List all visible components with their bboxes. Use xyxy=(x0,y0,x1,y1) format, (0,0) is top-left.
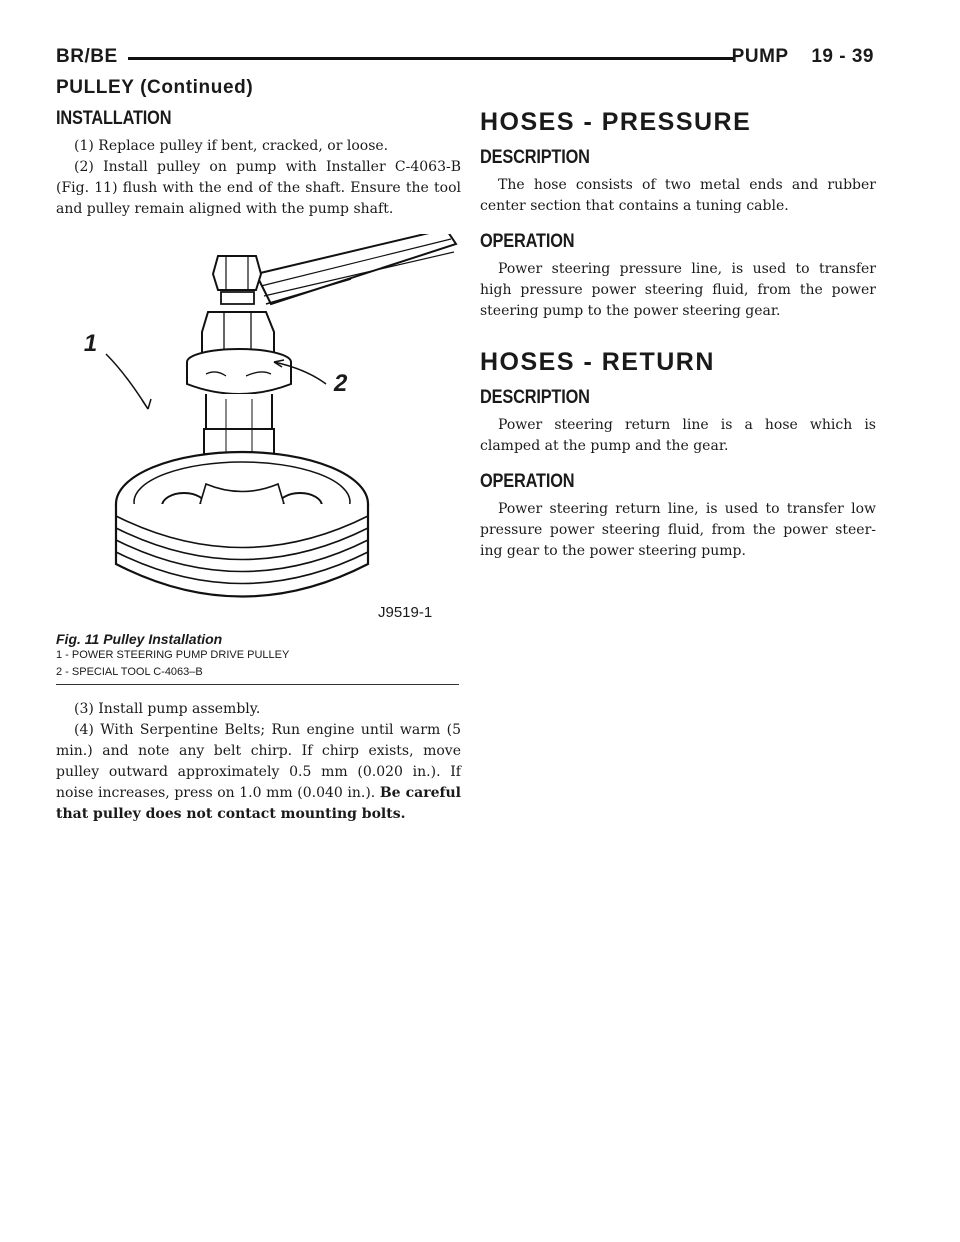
figure-code: J9519-1 xyxy=(378,604,433,621)
hoses-return-title: HOSES - RETURN xyxy=(480,348,715,376)
hoses-pressure-title: HOSES - PRESSURE xyxy=(480,108,752,136)
installation-step-1: (1) Replace pulley if bent, cracked, or loose. xyxy=(74,138,389,154)
left-column xyxy=(56,108,461,825)
return-description-text: Power steering return line is a hose which is clamped at the pump and the gear. xyxy=(480,417,876,454)
return-description-heading: DESCRIPTION xyxy=(480,387,590,408)
pressure-operation-text: Power steering pressure line, is used to transfer high pressure power steering fluid, from the power steering pump to the power steering gear. xyxy=(480,261,876,319)
figure-legend-1: 1 - POWER STEERING PUMP DRIVE PULLEY xyxy=(56,649,290,661)
installation-step-4 xyxy=(56,720,461,825)
figure-legend-2: 2 - SPECIAL TOOL C-4063–B xyxy=(56,666,203,678)
header-section-page: PUMP 19 - 39 xyxy=(731,46,874,67)
installation-step-2: (2) Install pulley on pump with Installer C-4063-B (Fig. 11) flush with the end of the shaft. Ensure the tool and pulley remain aligned with the pump shaft. xyxy=(56,159,461,217)
continued-heading: PULLEY (Continued) xyxy=(56,77,254,98)
return-operation-text: Power steering return line, is used to transfer low pressure power steering fluid, from the power steer- ing gear to the power steering pump. xyxy=(480,501,876,559)
installation-step-3: (3) Install pump assembly. xyxy=(74,701,261,717)
header-rule xyxy=(128,57,734,60)
step-4-caution: Be careful that pulley does not contact mounting bolts. xyxy=(56,785,461,822)
return-operation-heading: OPERATION xyxy=(480,471,575,492)
installation-heading: INSTALLATION xyxy=(56,108,172,129)
step-4-text: (4) With Serpentine Belts; Run engine until warm (5 min.) and note any belt chirp. If chirp exists, move pulley outward approximately 0.5 mm (0.020 in.). If noise increases, press on 1.0 mm (0.040 in.). xyxy=(56,722,461,801)
callout-1: 1 xyxy=(81,330,100,357)
pulley-installation-figure xyxy=(56,234,461,629)
pulley-installation-illustration xyxy=(56,234,461,629)
pressure-description-text: The hose consists of two metal ends and rubber center section that contains a tuning cable. xyxy=(480,177,876,214)
pressure-description-heading: DESCRIPTION xyxy=(480,147,590,168)
pressure-operation-heading: OPERATION xyxy=(480,231,575,252)
figure-bottom-rule xyxy=(56,684,459,685)
figure-caption: Fig. 11 Pulley Installation xyxy=(56,631,223,647)
header-manual-code: BR/BE xyxy=(56,46,118,67)
callout-2: 2 xyxy=(331,370,350,397)
right-column xyxy=(480,108,876,562)
